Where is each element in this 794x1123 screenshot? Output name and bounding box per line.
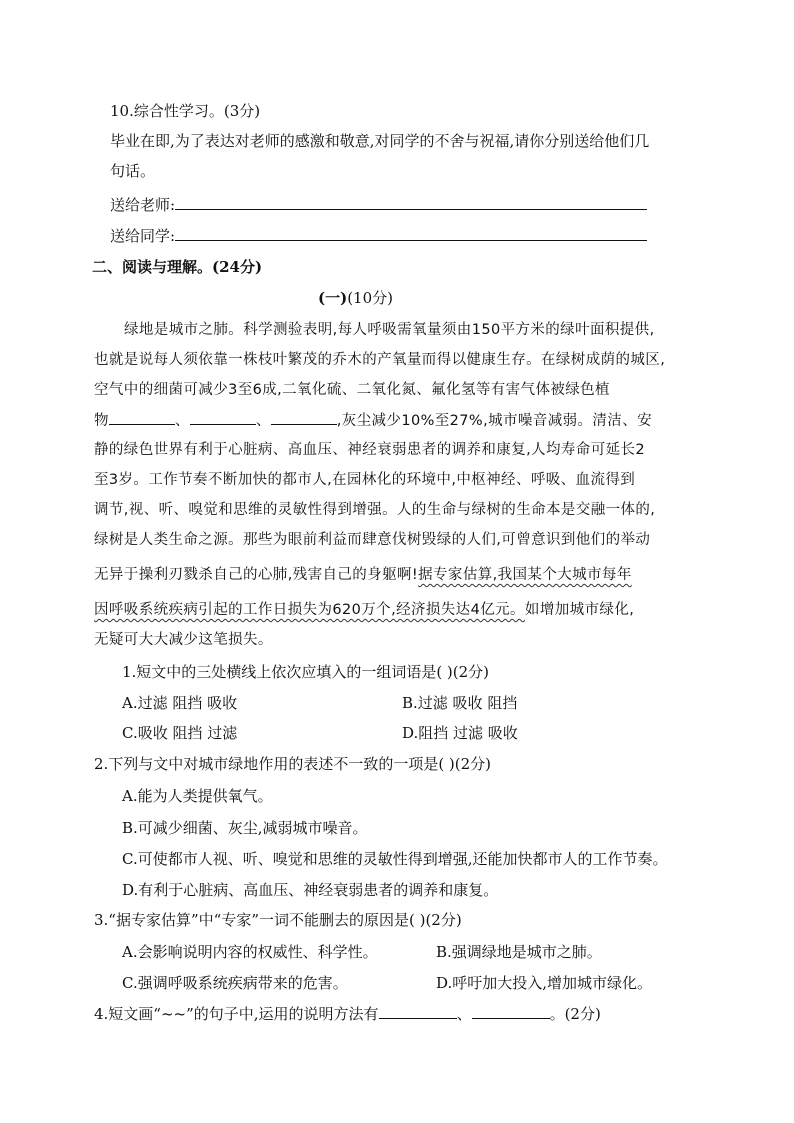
wavy-sentence-part-1: 据专家估算,我国某个大城市每年 (418, 567, 632, 583)
question-2-option-b[interactable]: B.可减少细菌、灰尘,减弱城市噪音。 (122, 819, 368, 837)
question-10-prompt-line2: 句话。 (110, 162, 156, 180)
question-2-stem: 2.下列与文中对城市绿地作用的表述不一致的一项是( )(2分) (94, 755, 492, 773)
question-4-stem-start: 4.短文画“~~”的句子中,运用的说明方法有 (94, 1005, 379, 1023)
teacher-message-row (110, 195, 647, 215)
passage-line-7: 调节,视、听、嗅觉和思维的灵敏性得到增强。人的生命与绿树的生命本是交融一体的, (94, 502, 656, 518)
passage-line-9-text: 无异于操利刃戮杀自己的心肺,残害自己的身躯啊! (94, 567, 419, 583)
question-2-option-a[interactable]: A.能为人类提供氧气。 (122, 787, 273, 805)
question-2-option-d[interactable]: D.有利于心脏病、高血压、神经衰弱患者的调养和康复。 (122, 881, 499, 899)
passage-line-1: 绿地是城市之肺。科学测验表明,每人呼吸需氧量须由150平方米的绿叶面积提供, (124, 322, 655, 338)
question-10-prompt-line1: 毕业在即,为了表达对老师的感激和敬意,对同学的不舍与祝福,请你分别送给他们几 (110, 132, 650, 150)
passage-line-8: 绿树是人类生命之源。那些为眼前利益而肆意伐树毁绿的人们,可曾意识到他们的举动 (94, 532, 651, 548)
passage-blank-2[interactable] (190, 410, 256, 425)
question-10-title: 10.综合性学习。(3分) (110, 102, 261, 120)
passage-blank-1[interactable] (109, 410, 175, 425)
classmate-message-row (110, 226, 647, 246)
question-4-stem-end: 。(2分) (549, 1005, 601, 1023)
question-1-option-a[interactable]: A.过滤 阻挡 吸收 (122, 694, 238, 712)
passage-line-4 (94, 410, 652, 431)
reading-1-heading (318, 288, 393, 308)
question-3-option-d[interactable]: D.呼吁加大投入,增加城市绿化。 (436, 974, 653, 992)
passage-line-2: 也就是说每人须依靠一株枝叶繁茂的乔木的产氧量而得以健康生存。在绿树成荫的城区, (94, 352, 666, 368)
reading-1-score: (10分) (347, 289, 393, 307)
question-1-stem: 1.短文中的三处横线上依次应填入的一组词语是( )(2分) (122, 663, 490, 681)
passage-line-10-end: 如增加城市绿化, (524, 602, 635, 618)
wavy-sentence-part-2: 因呼吸系统疾病引起的工作日损失为620万个,经济损失达4亿元。 (94, 602, 525, 618)
question-3-option-b[interactable]: B.强调绿地是城市之肺。 (436, 943, 602, 961)
question-4-blank-2[interactable] (472, 1004, 550, 1019)
passage-line-3: 空气中的细菌可减少3至6成,二氧化硫、二氧化氮、氟化氢等有害气体被绿色植 (94, 382, 610, 398)
question-1-option-d[interactable]: D.阻挡 过滤 吸收 (402, 724, 518, 742)
question-4-sep: 、 (456, 1005, 472, 1023)
passage-line-5: 静的绿色世界有利于心脏病、高血压、神经衰弱患者的调养和康复,人均寿命可延长2 (94, 442, 646, 458)
teacher-answer-line[interactable] (175, 195, 647, 210)
section-2-heading: 二、阅读与理解。(24分) (92, 258, 263, 276)
passage-line-9 (94, 565, 632, 585)
question-4-stem (94, 1004, 601, 1024)
question-3-stem: 3.“据专家估算”中“专家”一词不能删去的原因是( )(2分) (94, 911, 462, 929)
reading-1-number: (一) (318, 289, 348, 307)
classmate-answer-line[interactable] (175, 226, 647, 241)
question-3-option-c[interactable]: C.强调呼吸系统疾病带来的危害。 (122, 974, 348, 992)
classmate-label: 送给同学: (110, 227, 176, 245)
passage-line-6: 至3岁。工作节奏不断加快的都市人,在园林化的环境中,中枢神经、呼吸、血流得到 (94, 472, 636, 488)
teacher-label: 送给老师: (110, 196, 176, 214)
passage-sep-2: 、 (255, 413, 271, 429)
passage-line-4-start: 物 (94, 413, 109, 429)
question-2-option-c[interactable]: C.可使都市人视、听、嗅觉和思维的灵敏性得到增强,还能加快都市人的工作节奏。 (122, 850, 668, 868)
passage-blank-3[interactable] (271, 410, 337, 425)
passage-line-10 (94, 600, 634, 620)
passage-line-4-end: ,灰尘减少10%至27%,城市噪音减弱。清洁、安 (336, 413, 652, 429)
question-1-option-c[interactable]: C.吸收 阻挡 过滤 (122, 724, 238, 742)
question-3-option-a[interactable]: A.会影响说明内容的权威性、科学性。 (122, 943, 378, 961)
question-1-option-b[interactable]: B.过滤 吸收 阻挡 (402, 694, 518, 712)
passage-sep-1: 、 (174, 413, 190, 429)
question-4-blank-1[interactable] (379, 1004, 457, 1019)
passage-line-11: 无疑可大大减少这笔损失。 (94, 632, 273, 648)
